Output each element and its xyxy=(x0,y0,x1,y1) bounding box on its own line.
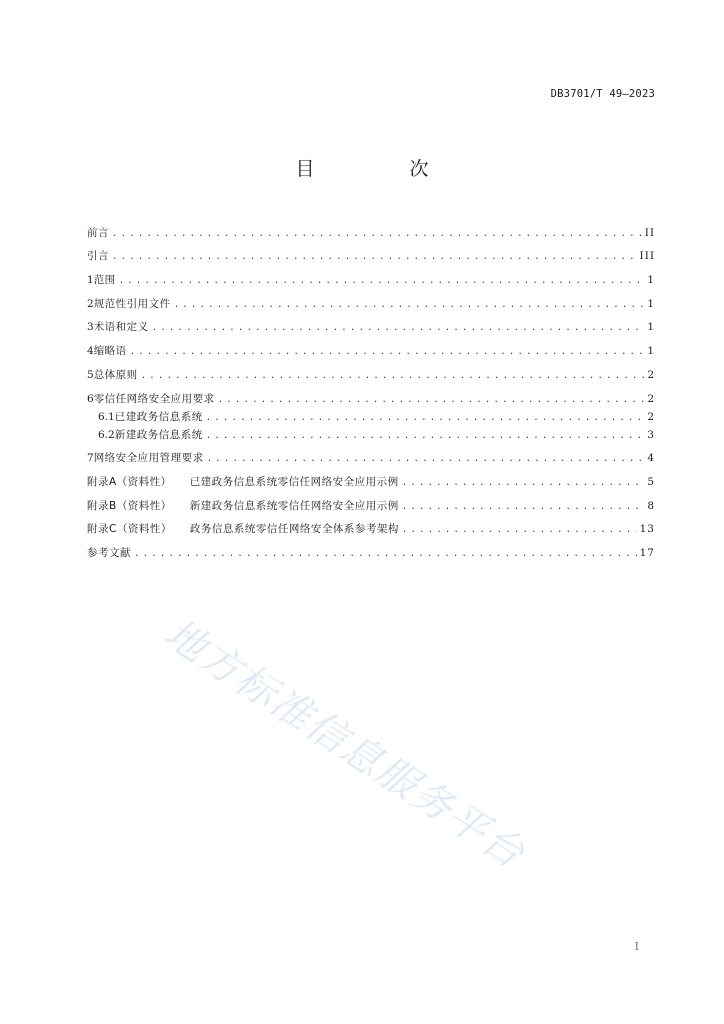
watermark: 地方标准信息服务平台 xyxy=(156,610,534,878)
toc-entry-existing-systems[interactable] xyxy=(87,408,655,426)
dot-leader xyxy=(174,296,645,314)
toc-entry-appendix-a[interactable] xyxy=(87,473,655,491)
toc-entry-number: 1 xyxy=(87,274,94,287)
toc-entry-number: 6.2 xyxy=(98,428,115,441)
dot-leader xyxy=(402,474,645,492)
dot-leader xyxy=(112,248,637,266)
toc-entry-abbreviations[interactable] xyxy=(87,342,655,360)
toc-entry-bibliography[interactable] xyxy=(87,544,655,562)
toc-entry-number: 附录A（资料性） xyxy=(87,475,172,488)
toc-entry-label: 政务信息系统零信任网络安全体系参考架构 xyxy=(189,523,399,536)
toc-entry-page: 8 xyxy=(647,499,655,512)
document-code: DB3701/T 49—2023 xyxy=(550,88,655,100)
toc-entry-number: 附录C（资料性） xyxy=(87,523,172,536)
toc-entry-number: 4 xyxy=(87,345,94,358)
toc-entry-page: 1 xyxy=(647,297,655,310)
toc-entry-page: 4 xyxy=(647,452,655,465)
toc-entry-principles[interactable] xyxy=(87,366,655,384)
dot-leader xyxy=(206,427,645,445)
dot-leader xyxy=(141,367,645,385)
toc-entry-label: 参考文献 xyxy=(87,546,131,559)
dot-leader xyxy=(402,521,637,539)
toc-entry-introduction[interactable] xyxy=(87,247,655,265)
toc-entry-scope[interactable] xyxy=(87,271,655,289)
toc-entry-label: 前言 xyxy=(87,226,109,239)
toc-entry-appendix-b[interactable] xyxy=(87,497,655,515)
toc-entry-page: 2 xyxy=(647,368,655,381)
dot-leader xyxy=(134,545,637,563)
toc-entry-number: 3 xyxy=(87,321,94,334)
toc-entry-page: III xyxy=(639,250,655,263)
toc-entry-page: 1 xyxy=(647,321,655,334)
toc-entry-zero-trust-requirements[interactable] xyxy=(87,390,655,408)
toc-entry-label: 总体原则 xyxy=(93,368,138,381)
toc-entry-foreword[interactable] xyxy=(87,224,655,242)
table-of-contents xyxy=(87,218,655,562)
toc-entry-number: 2 xyxy=(87,297,94,310)
toc-entry-page: 3 xyxy=(647,428,655,441)
toc-entry-number: 附录B（资料性） xyxy=(87,499,172,512)
page-title: 目 次 xyxy=(295,158,467,180)
toc-entry-number: 6.1 xyxy=(98,410,115,423)
toc-entry-label: 已建政务信息系统 xyxy=(114,410,203,423)
toc-entry-number: 7 xyxy=(87,452,94,465)
toc-entry-number: 6 xyxy=(87,392,94,405)
toc-entry-page: 1 xyxy=(647,345,655,358)
toc-entry-label: 缩略语 xyxy=(93,345,127,358)
dot-leader xyxy=(206,409,645,427)
toc-entry-label: 网络安全应用管理要求 xyxy=(93,452,204,465)
toc-entry-label: 零信任网络安全应用要求 xyxy=(93,392,215,405)
toc-entry-label: 范围 xyxy=(93,274,116,287)
toc-entry-label: 规范性引用文件 xyxy=(93,297,171,310)
toc-entry-page: 1 xyxy=(647,274,655,287)
toc-entry-label: 新建政务信息系统零信任网络安全应用示例 xyxy=(189,499,399,512)
toc-entry-label: 引言 xyxy=(87,250,109,263)
toc-entry-appendix-c[interactable] xyxy=(87,520,655,538)
toc-entry-page: 17 xyxy=(639,546,655,559)
toc-entry-management-requirements[interactable] xyxy=(87,449,655,467)
toc-entry-new-systems[interactable] xyxy=(87,426,655,444)
toc-entry-label: 术语和定义 xyxy=(93,321,149,334)
footer-page-number: I xyxy=(634,940,639,953)
dot-leader xyxy=(218,391,645,409)
toc-entry-terms[interactable] xyxy=(87,318,655,336)
toc-entry-page: 13 xyxy=(639,523,655,536)
toc-entry-page: 2 xyxy=(647,392,655,405)
toc-entry-label: 已建政务信息系统零信任网络安全应用示例 xyxy=(189,475,399,488)
dot-leader xyxy=(207,450,645,468)
dot-leader xyxy=(402,498,645,516)
toc-entry-label: 新建政务信息系统 xyxy=(114,428,203,441)
toc-entry-number: 5 xyxy=(87,368,94,381)
dot-leader xyxy=(119,272,645,290)
toc-entry-normative-references[interactable] xyxy=(87,295,655,313)
dot-leader xyxy=(112,225,642,243)
toc-entry-page: II xyxy=(644,226,655,239)
toc-entry-page: 5 xyxy=(647,475,655,488)
dot-leader xyxy=(130,343,645,361)
toc-entry-page: 2 xyxy=(647,410,655,423)
dot-leader xyxy=(152,319,645,337)
